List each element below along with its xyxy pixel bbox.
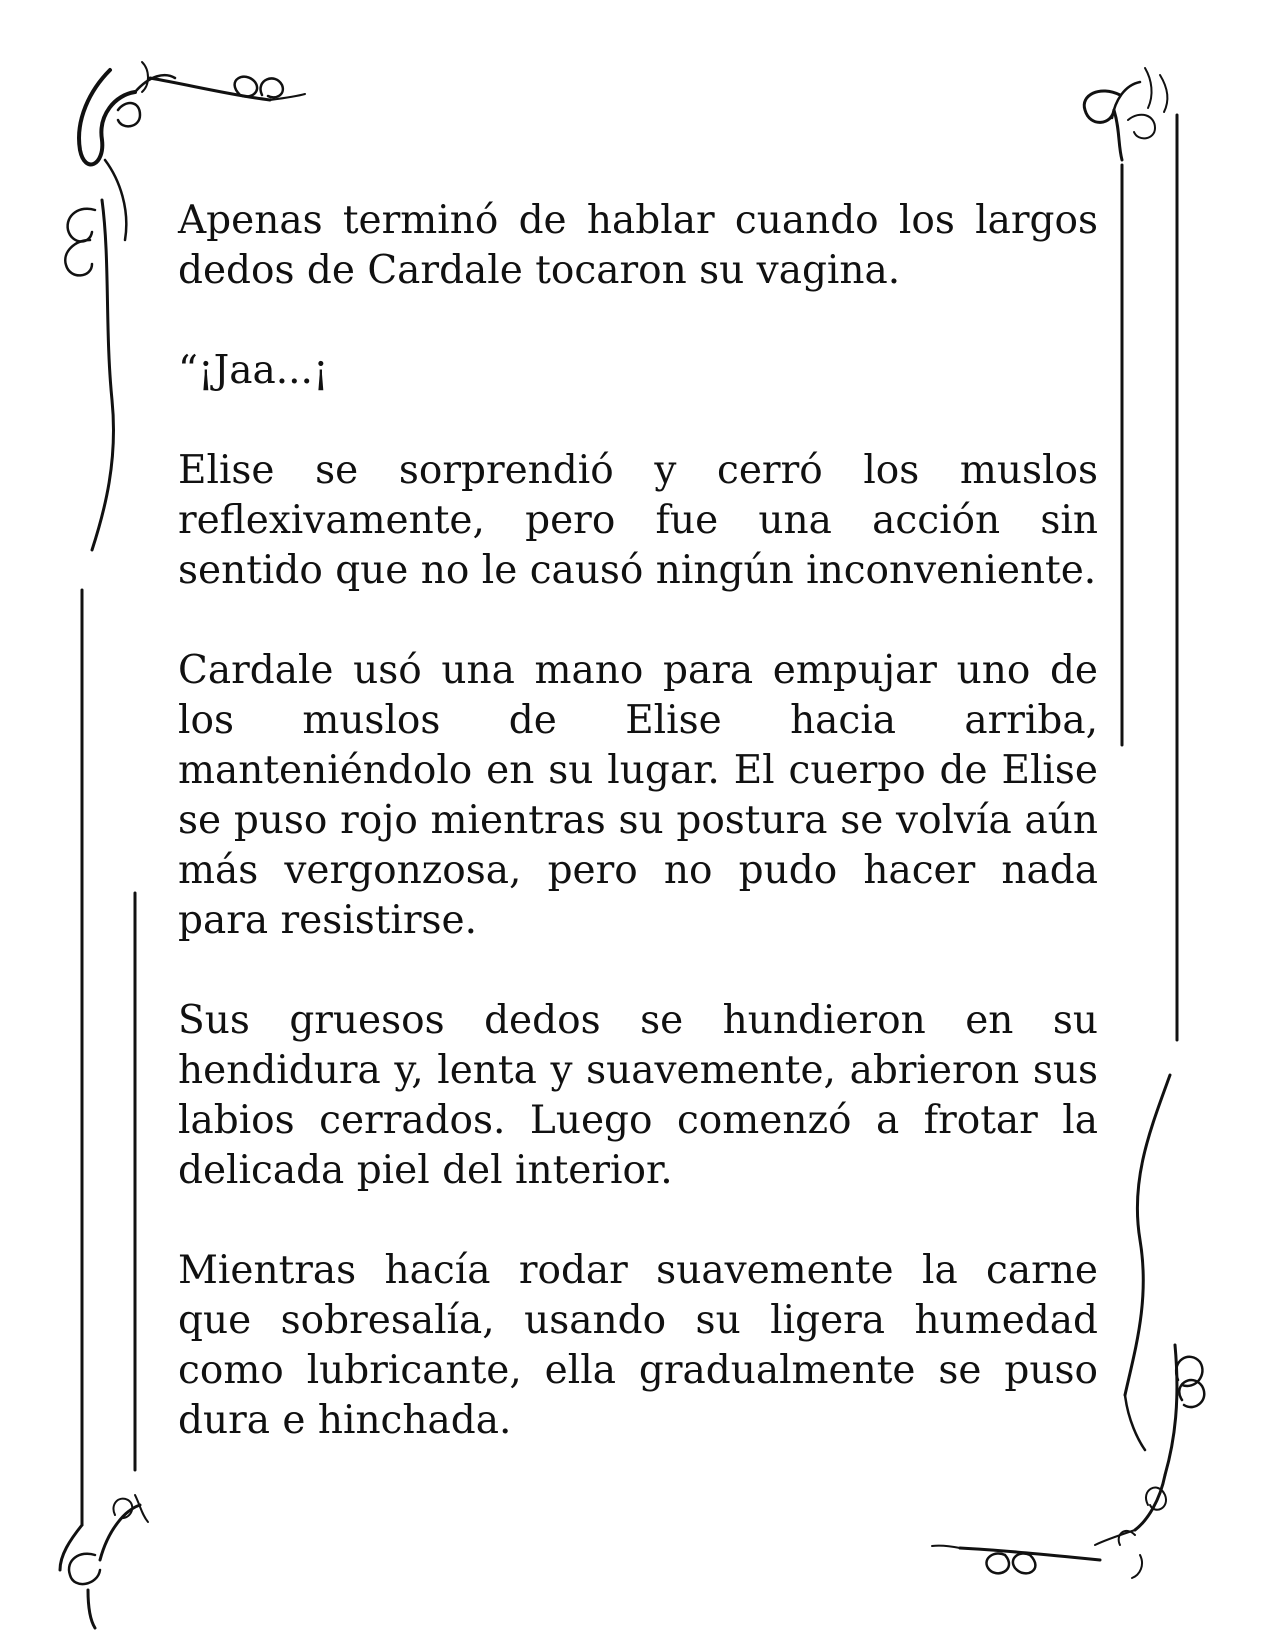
paragraph: Apenas terminó de hablar cuando los largos dedos de Cardale tocaron su vagina. <box>178 198 1098 293</box>
top-right-flourish-icon <box>1084 68 1167 160</box>
paragraph: “¡Jaa...¡ <box>178 348 329 393</box>
bottom-left-flourish-icon <box>60 1495 148 1628</box>
body-text <box>178 196 1098 1446</box>
paragraph: Elise se sorprendió y cerró los muslos reflexivamente, pero fue una acción sin sentido que no le causó ningún inconveniente. <box>178 448 1098 593</box>
paragraph: Cardale usó una mano para empujar uno de los muslos de Elise hacia arriba, manteniéndolo en su lugar. El cuerpo de Elise se puso rojo mientras su postura se volvía aún más vergonzosa, pero no pudo hacer nada para resistirse. <box>178 648 1098 943</box>
paragraph: Mientras hacía rodar suavemente la carne que sobresalía, usando su ligera humedad como lubricante, ella gradualmente se puso dura e hinchada. <box>178 1248 1098 1443</box>
paragraph: Sus gruesos dedos se hundieron en su hendidura y, lenta y suavemente, abrieron sus labios cerrados. Luego comenzó a frotar la delicada piel del interior. <box>178 998 1098 1193</box>
